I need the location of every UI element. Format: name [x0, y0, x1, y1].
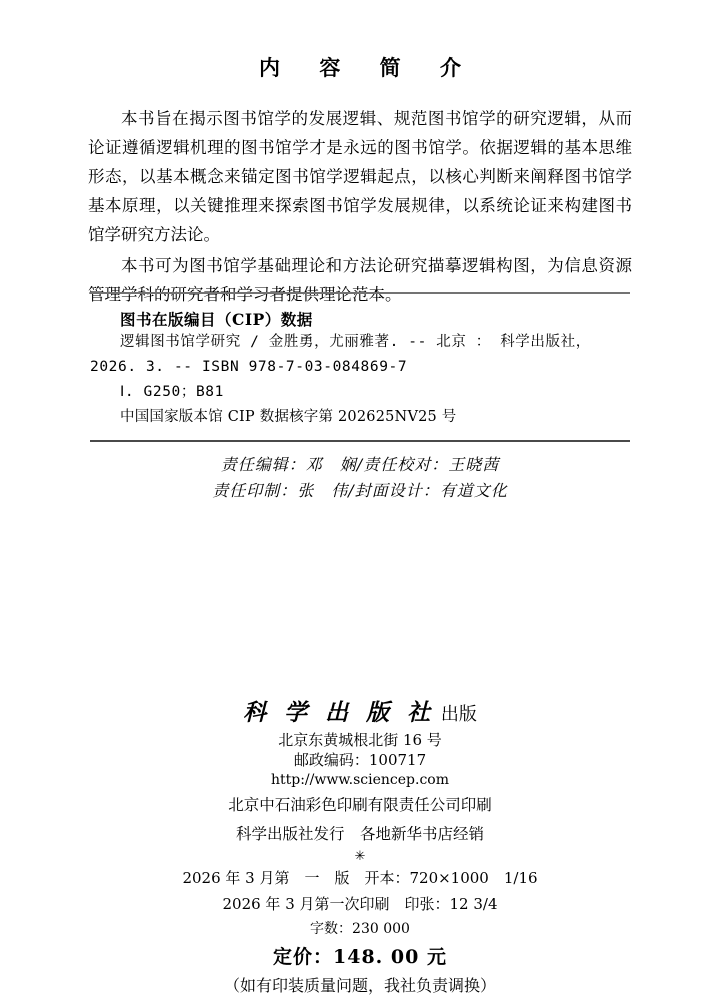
cip-number-line: 中国国家版本馆 CIP 数据核字第 202625NV25 号 — [120, 409, 457, 425]
price-line: 定价：148. 00 元 — [273, 946, 447, 968]
edition-line: 2026 年 3 月第 一 版 开本：720×1000 1/16 — [182, 869, 538, 887]
impression-line: 2026 年 3 月第一次印刷 印张：12 3/4 — [222, 895, 498, 913]
publisher-address: 北京东黄城根北街 16 号 — [278, 731, 442, 749]
cip-bottom-rule — [90, 440, 630, 442]
quality-note: （如有印装质量问题，我社负责调换） — [223, 976, 496, 995]
page-title: 内 容 简 介 — [259, 55, 477, 80]
intro-paragraph: 本书可为图书馆学基础理论和方法论研究描摹逻辑构图，为信息资源管理学科的研究者和学习者提供理论范本。 — [88, 256, 632, 304]
colophon-section — [0, 697, 720, 999]
intro-section — [88, 104, 632, 309]
production-credit-line: 责任印制：张 伟/封面设计：有道文化 — [212, 481, 508, 500]
cip-title-author-line: 逻辑图书馆学研究 / 金胜勇，尤丽雅著. -- 北京 ： 科学出版社， — [120, 334, 591, 350]
cip-classification-line: Ⅰ. G250；B81 — [120, 384, 224, 400]
asterisk-separator-icon: ✳ — [354, 849, 366, 864]
intro-paragraph: 本书旨在揭示图书馆学的发展逻辑、规范图书馆学的研究逻辑，从而论证遵循逻辑机理的图书馆学才是永远的图书馆学。依据逻辑的基本思维形态，以基本概念来锚定图书馆学逻辑起点，以核心判断来阐释图书馆学基本原理，以关键推理来探索图书馆学发展规律，以系统论证来构建图书馆学研究方法论。 — [88, 109, 632, 244]
cip-block — [90, 292, 630, 442]
publisher-postcode: 邮政编码：100717 — [293, 751, 427, 769]
wordcount-line: 字数：230 000 — [310, 921, 410, 937]
publisher-url[interactable]: http://www.sciencep.com — [270, 772, 449, 788]
printer-line: 北京中石油彩色印刷有限责任公司印刷 — [228, 796, 492, 814]
publisher-logo-suffix: 出版 — [435, 704, 477, 725]
distribution-line: 科学出版社发行 各地新华书店经销 — [235, 825, 484, 843]
credits-section — [0, 452, 720, 504]
publisher-logo: 科 学 出 版 社 — [243, 699, 436, 726]
cip-isbn-line: 2026. 3. -- ISBN 978-7-03-084869-7 — [90, 359, 408, 375]
editor-credit-line: 责任编辑：邓 娴/责任校对：王晓茜 — [220, 455, 500, 474]
cip-content — [90, 294, 630, 440]
publisher-logo-line — [0, 697, 720, 730]
cip-heading: 图书在版编目（CIP）数据 — [120, 310, 313, 329]
